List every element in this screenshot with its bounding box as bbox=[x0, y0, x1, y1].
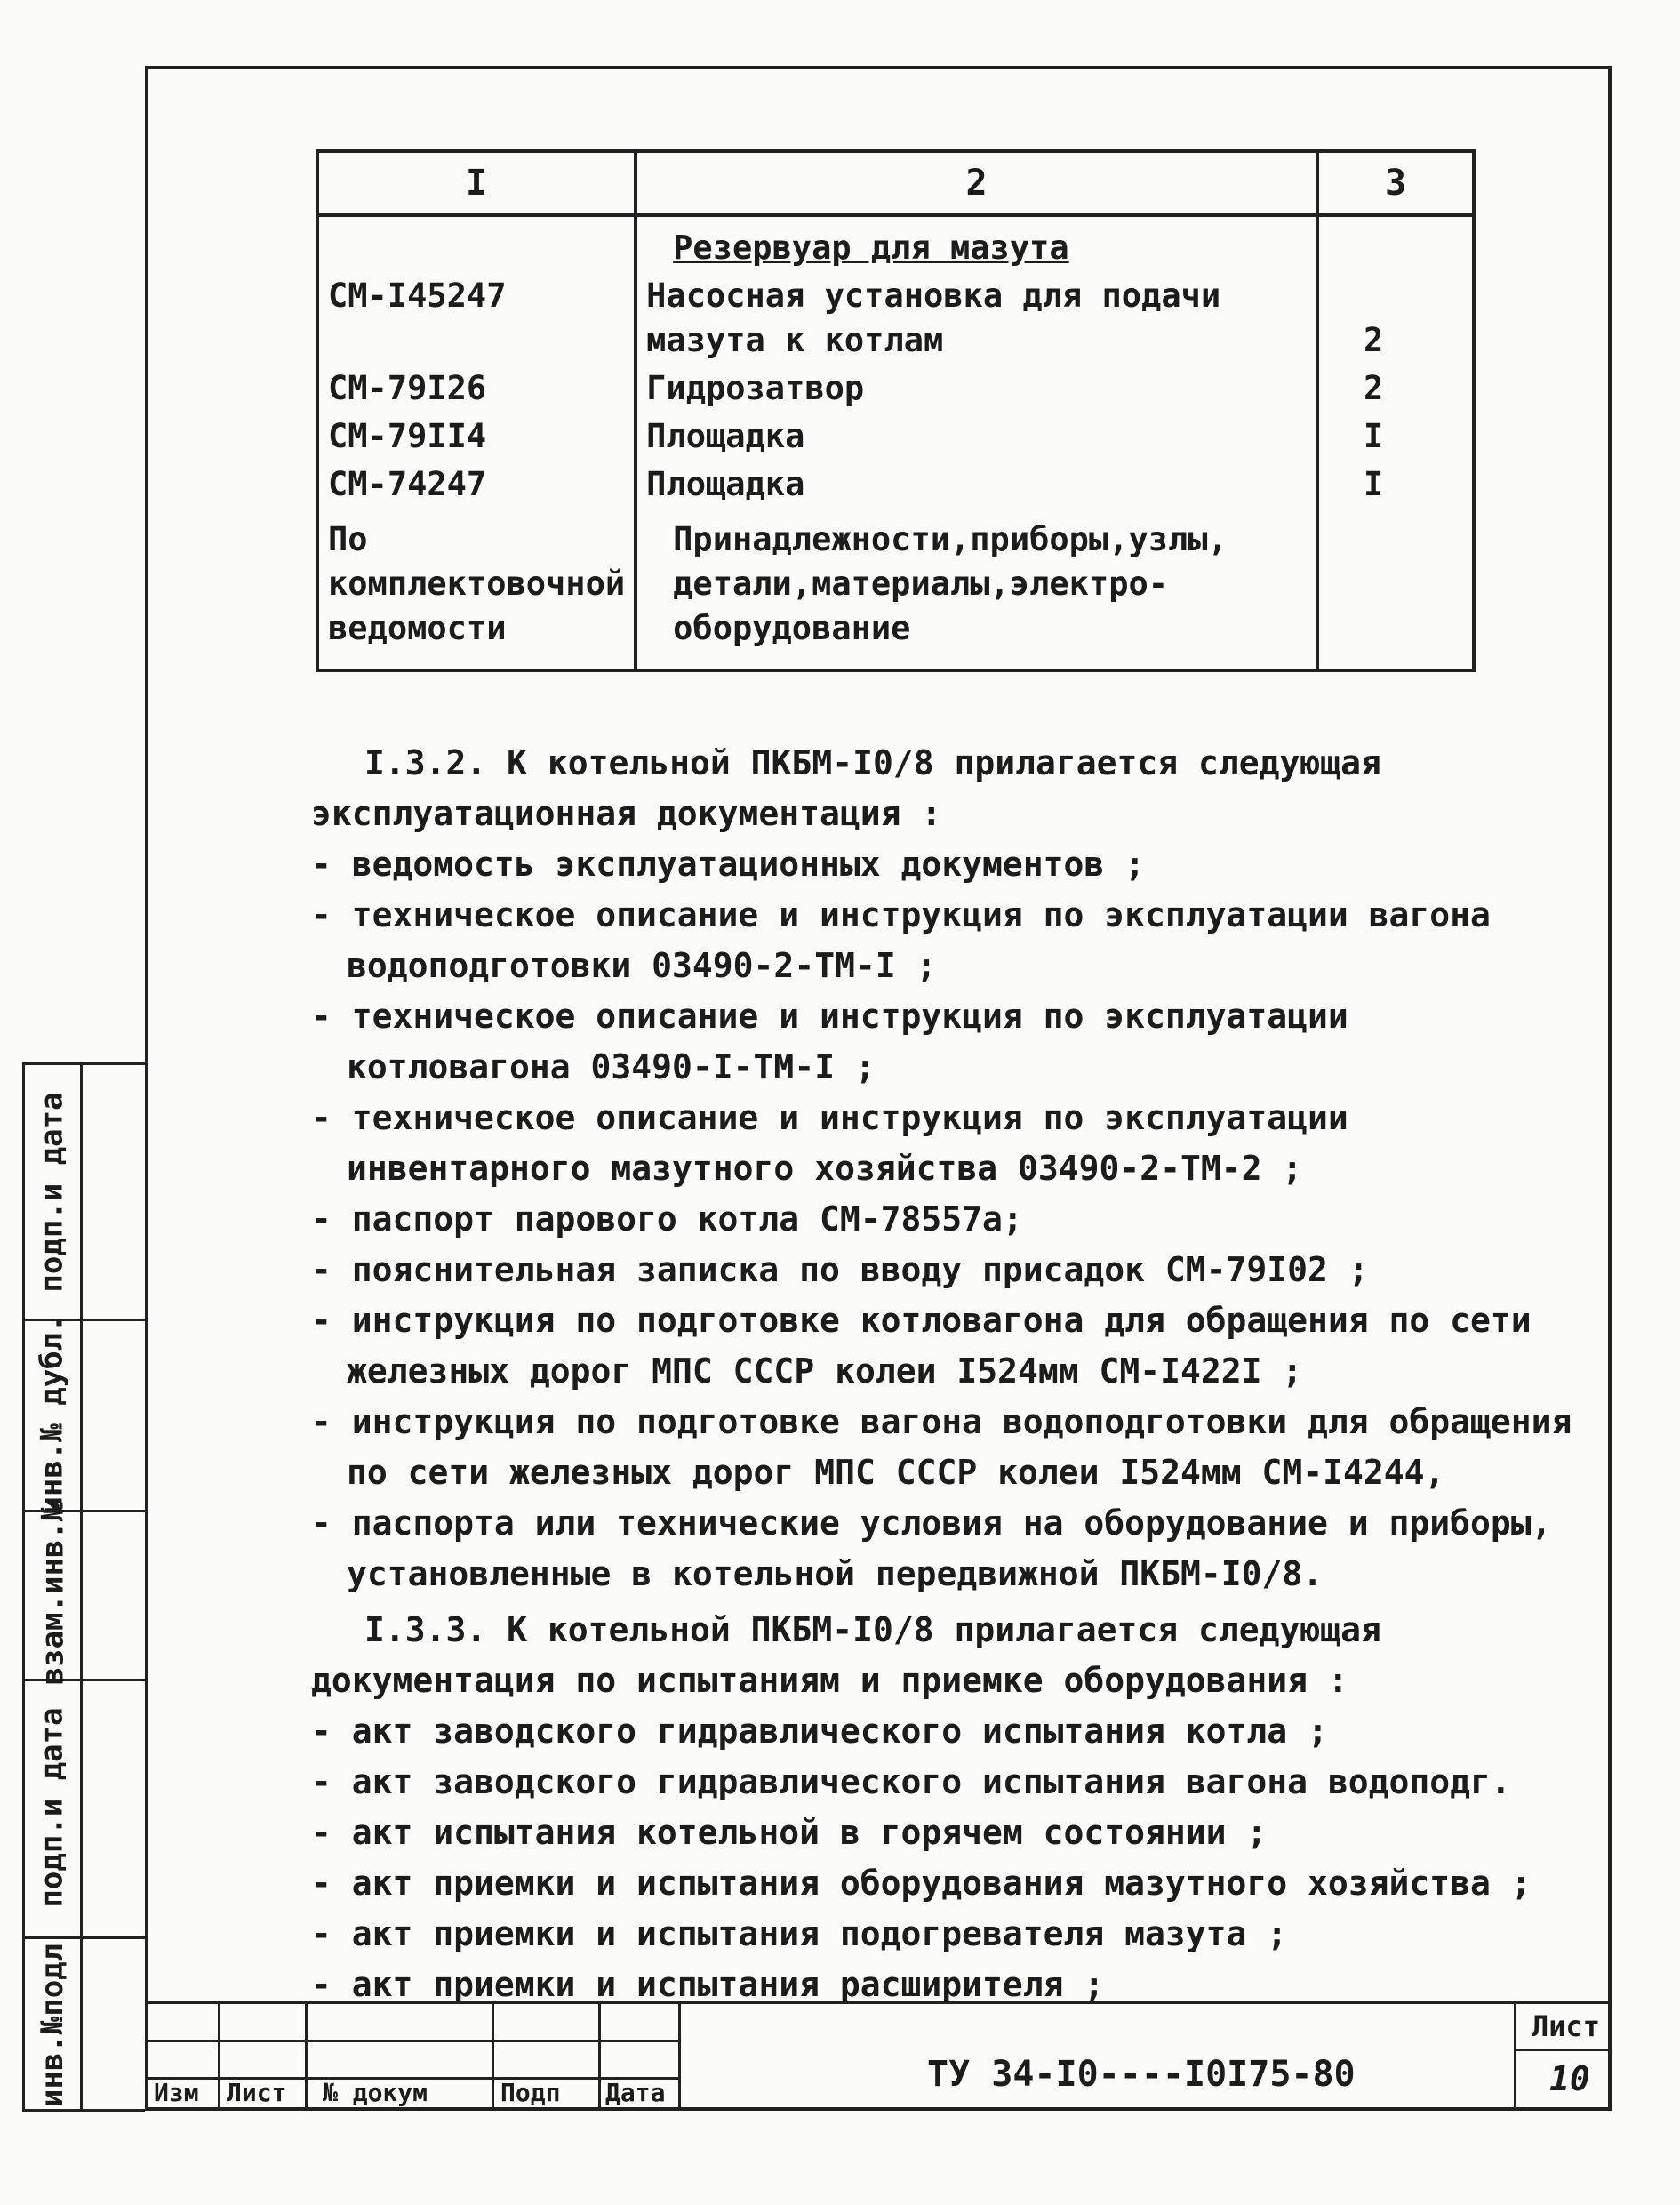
list-item: - акт заводского гидравлического испытания котла ; bbox=[311, 1712, 1328, 1751]
stamp-caption: Лист bbox=[227, 2078, 287, 2107]
table-cell-name: Гидрозатвор bbox=[636, 365, 1317, 413]
list-item: - акт приемки и испытания оборудования мазутного хозяйства ; bbox=[311, 1864, 1532, 1903]
table-cell-name bbox=[636, 215, 1317, 272]
list-item: - пояснительная записка по вводу присадок СМ-79I02 ; bbox=[311, 1250, 1369, 1289]
sheet-number: 10 bbox=[1549, 2059, 1590, 2098]
side-stamp bbox=[22, 1062, 145, 2112]
document-body bbox=[311, 738, 1591, 2010]
stamp-column-line bbox=[305, 2004, 308, 2111]
list-item: - инструкция по подготовке котловагона для обращения по сети железных дорог МПС СССР колеи I524мм СМ-I422I ; bbox=[311, 1301, 1532, 1391]
stamp-column-line bbox=[218, 2004, 220, 2111]
table-row bbox=[317, 509, 1474, 670]
table-cell-qty: I bbox=[1317, 413, 1474, 461]
list-item: - паспорт парового котла СМ-78557а; bbox=[311, 1199, 1023, 1239]
side-label: подп.и дата bbox=[35, 1091, 71, 1293]
list-item: - техническое описание и инструкция по эксплуатации инвентарного мазутного хозяйства 03490-2-ТМ-2 ; bbox=[311, 1098, 1348, 1188]
stamp-caption: Подп bbox=[500, 2078, 561, 2107]
table-cell-name: Площадка bbox=[636, 413, 1317, 461]
table-header-row bbox=[317, 151, 1474, 215]
table-header-cell: I bbox=[317, 151, 636, 215]
stamp-caption: Изм bbox=[154, 2078, 199, 2107]
table-cell-code: СМ-74247 bbox=[317, 461, 636, 509]
list-item: - паспорта или технические условия на оборудование и приборы, установленные в котельной передвижной ПКБМ-I0/8. bbox=[311, 1503, 1552, 1593]
list-item: - акт заводского гидравлического испытания вагона водоподг. bbox=[311, 1762, 1511, 1801]
spec-table bbox=[316, 149, 1476, 672]
document-code: ТУ 34-I0----I0I75-80 bbox=[927, 2054, 1356, 2095]
table-cell-qty: I bbox=[1317, 461, 1474, 509]
stamp-caption: № докум bbox=[323, 2078, 428, 2107]
list-item: - инструкция по подготовке вагона водоподготовки для обращения по сети железных дорог МПС СССР колеи I524мм СМ-I4244, bbox=[311, 1402, 1572, 1492]
table-header-cell: 3 bbox=[1317, 151, 1474, 215]
paragraph-1-3-3: I.3.3. К котельной ПКБМ-I0/8 прилагается следующая документация по испытаниям и приемке оборудования : bbox=[311, 1610, 1381, 1700]
table-cell-qty bbox=[1317, 509, 1474, 670]
section-heading: Резервуар для мазута bbox=[673, 229, 1069, 267]
table-row bbox=[317, 461, 1474, 509]
table-cell-qty: 2 bbox=[1317, 365, 1474, 413]
side-label: взам.инв.№ bbox=[35, 1503, 71, 1686]
stamp-column-line bbox=[492, 2004, 494, 2111]
list-test-documentation bbox=[311, 1706, 1591, 2010]
list-item: - техническое описание и инструкция по эксплуатации вагона водоподготовки 03490-2-ТМ-I ; bbox=[311, 895, 1491, 985]
table-row bbox=[317, 272, 1474, 365]
stamp-row-line bbox=[1514, 2049, 1612, 2051]
list-item: - ведомость эксплуатационных документов ; bbox=[311, 845, 1145, 884]
side-label: подп.и дата bbox=[35, 1707, 71, 1908]
table-cell-qty: 2 bbox=[1317, 272, 1474, 365]
paragraph-1-3-2: I.3.2. К котельной ПКБМ-I0/8 прилагается следующая эксплуатационная документация : bbox=[311, 743, 1381, 833]
stamp-column-line bbox=[1514, 2004, 1516, 2111]
stamp-column-line bbox=[598, 2004, 601, 2111]
table-cell-qty bbox=[1317, 215, 1474, 272]
side-label: инв.№подл bbox=[35, 1943, 71, 2108]
table-cell-name: Принадлежности,приборы,узлы, детали,материалы,электро-оборудование bbox=[636, 509, 1317, 670]
table-row bbox=[317, 215, 1474, 272]
table-cell-code bbox=[317, 215, 636, 272]
table-cell-name: Площадка bbox=[636, 461, 1317, 509]
list-item: - техническое описание и инструкция по эксплуатации котловагона 03490-I-ТМ-I ; bbox=[311, 997, 1348, 1086]
table-cell-code: По комплектовочной ведомости bbox=[317, 509, 636, 670]
table-row bbox=[317, 413, 1474, 461]
list-documentation bbox=[311, 839, 1591, 1600]
table-cell-code: СМ-79I26 bbox=[317, 365, 636, 413]
list-item: - акт приемки и испытания расширителя ; bbox=[311, 1965, 1105, 2004]
title-block bbox=[145, 2001, 1612, 2111]
stamp-caption: Дата bbox=[605, 2078, 666, 2107]
table-cell-code: СМ-79II4 bbox=[317, 413, 636, 461]
sheet-label: Лист bbox=[1532, 2009, 1601, 2043]
list-item: - акт приемки и испытания подогревателя мазута ; bbox=[311, 1914, 1288, 1953]
stamp-column-line bbox=[678, 2004, 681, 2111]
table-cell-code: СМ-I45247 bbox=[317, 272, 636, 365]
table-header-cell: 2 bbox=[636, 151, 1317, 215]
table-row bbox=[317, 365, 1474, 413]
side-label: инв.№ дубл. bbox=[35, 1313, 71, 1515]
list-item: - акт испытания котельной в горячем состоянии ; bbox=[311, 1813, 1268, 1852]
table-cell-name: Насосная установка для подачи мазута к котлам bbox=[636, 272, 1317, 365]
